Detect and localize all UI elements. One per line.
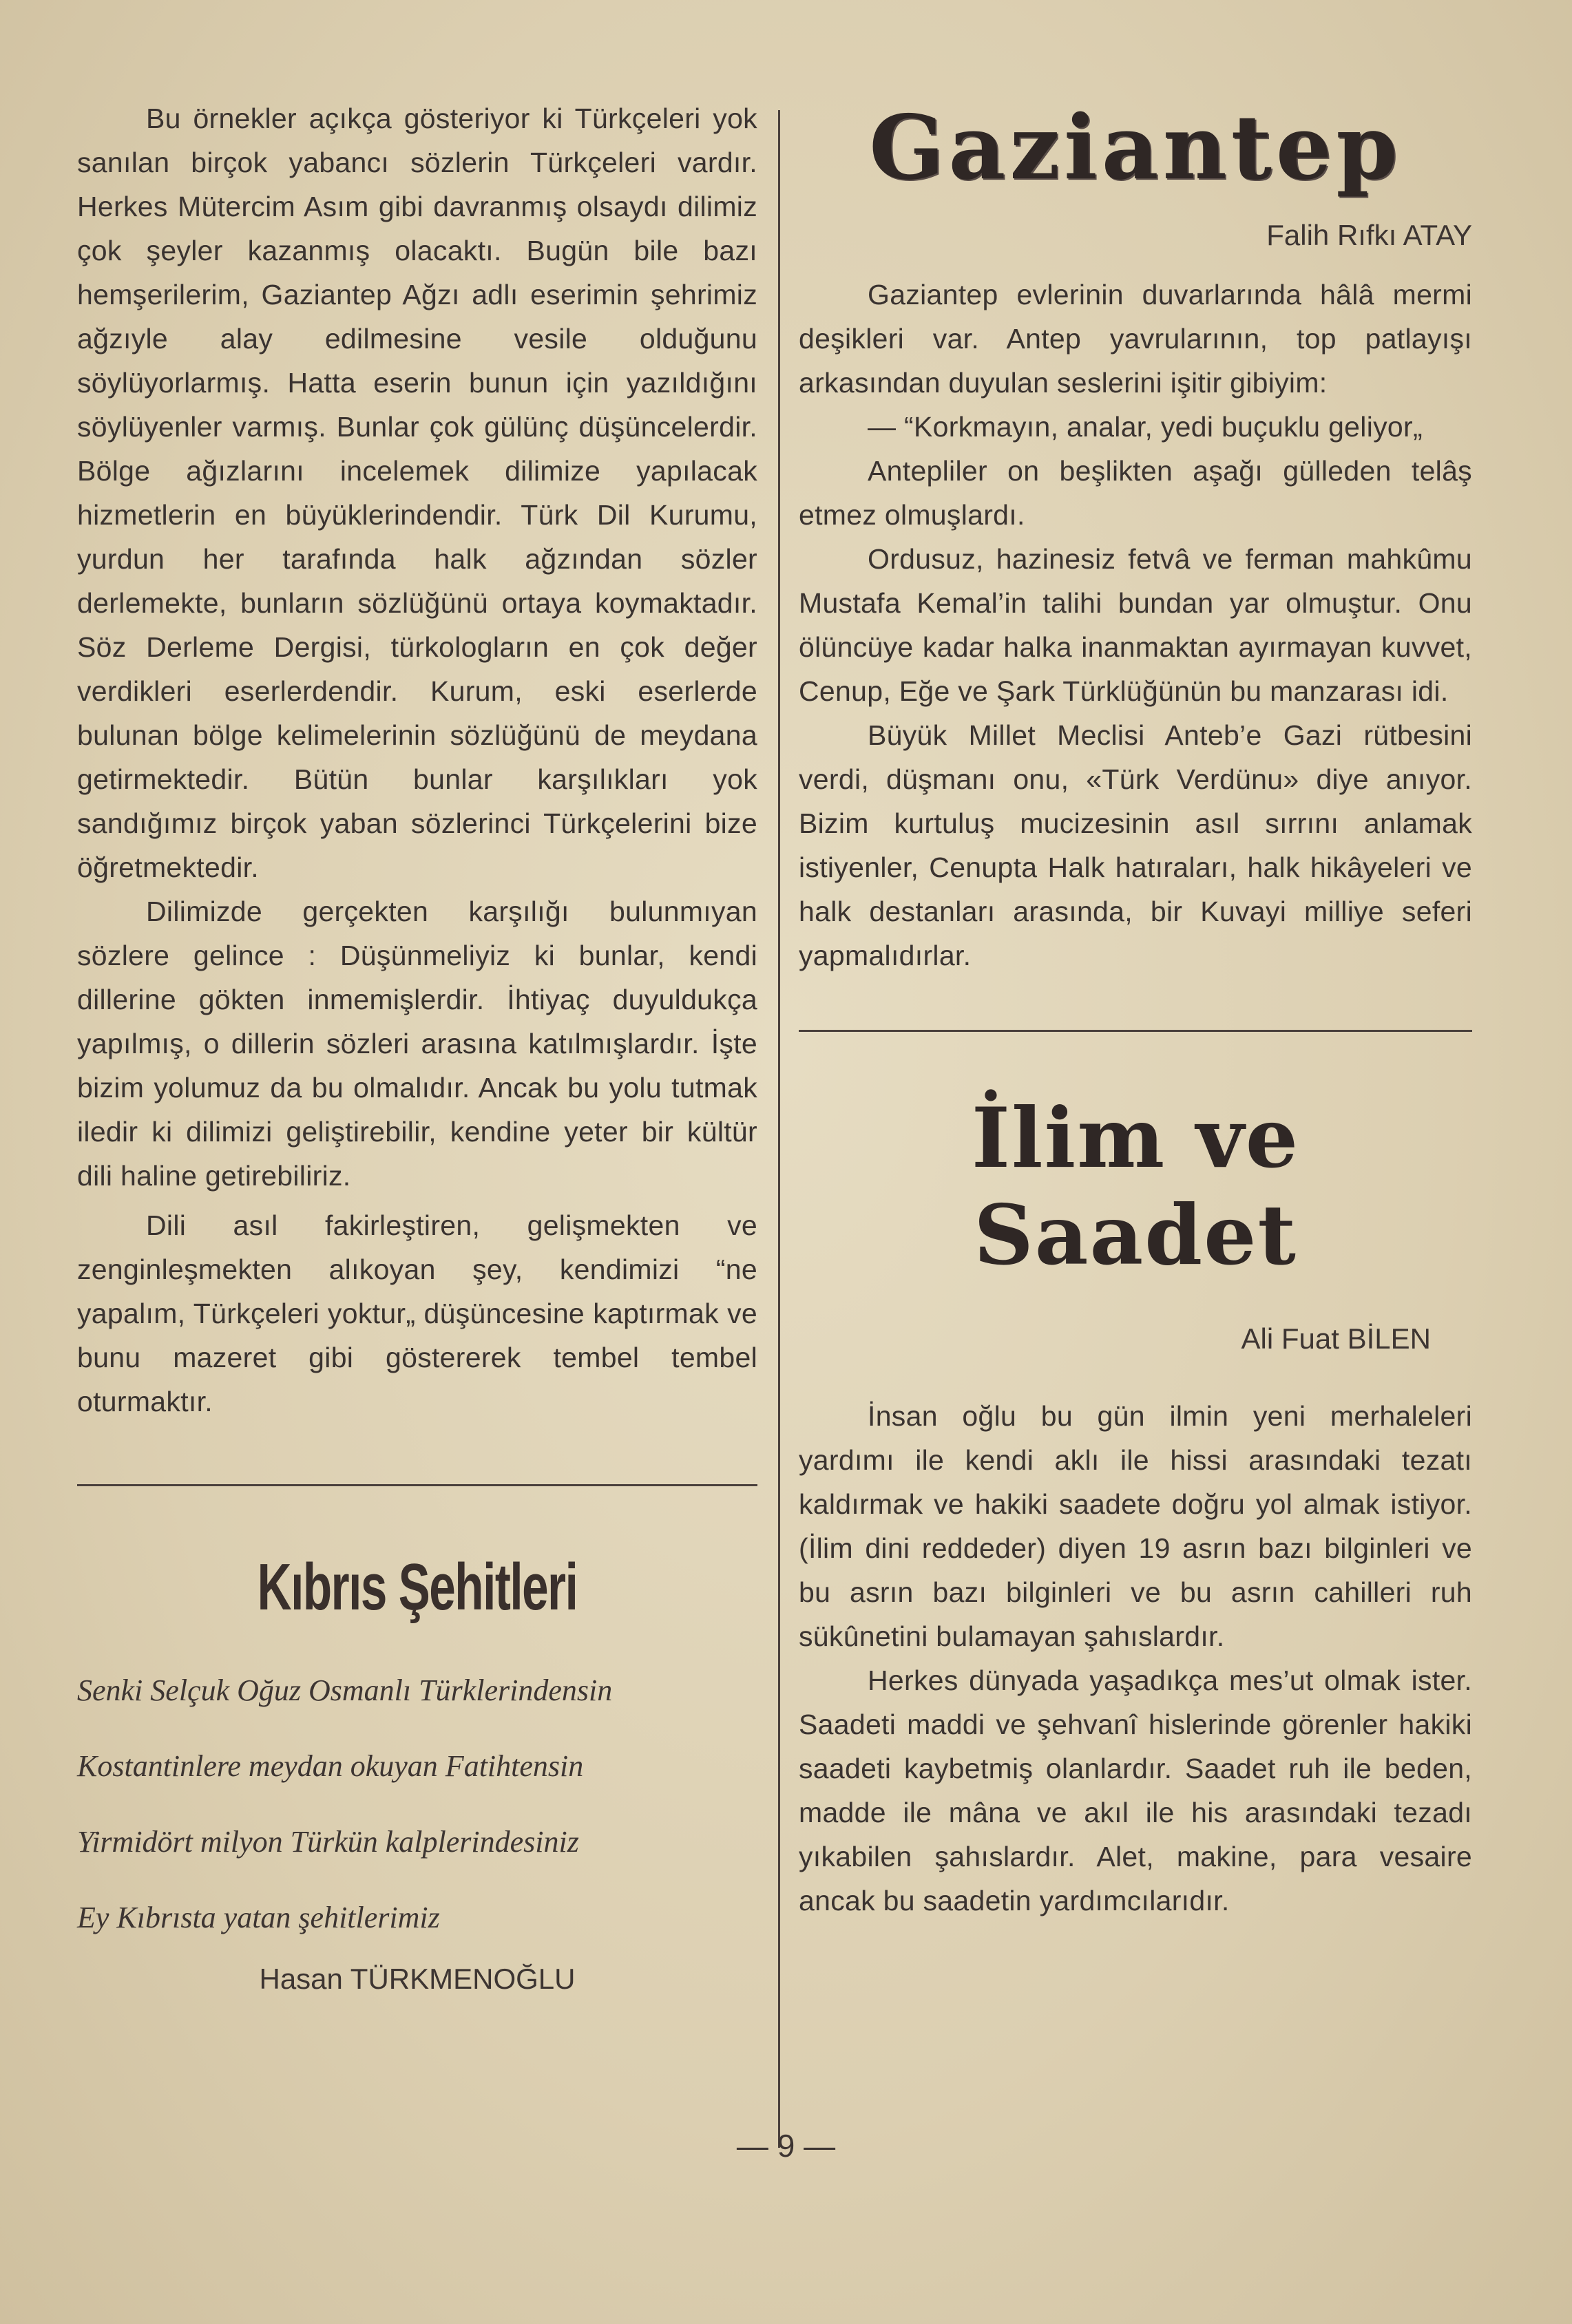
kibris-poem <box>77 1653 757 1956</box>
gaziantep-paragraph-3: Antepliler on beşlikten aşağı gülleden telâş etmez olmuşlardı. <box>799 455 1472 531</box>
gaziantep-title: Gaziantep <box>869 96 1402 200</box>
ilim-section <box>799 1090 1472 1923</box>
poem-line-4: Ey Kıbrısta yatan şehitlerimiz <box>77 1901 440 1934</box>
kibris-title: Kıbrıs Şehitleri <box>257 1550 578 1624</box>
kibris-author: Hasan TÜRKMENOĞLU <box>259 1963 576 1995</box>
gaziantep-paragraph-2: — “Korkmayın, analar, yedi buçuklu geliyor„ <box>868 411 1423 443</box>
poem-line-1: Senki Selçuk Oğuz Osmanlı Türklerindensin <box>77 1673 613 1707</box>
ilim-paragraph-1: İnsan oğlu bu gün ilmin yeni merhaleleri yardımı ile kendi aklı ile hissi arasındaki tezatı kaldırmak ve hakiki saadete doğru yol almak istiyor. (İlim dini reddeder) diyen 19 asrın bazı bilginleri ve bu asrın bazı bilginleri ve bu asrın cahilleri ruh sükûnetini bulamayan şahıslardır. <box>799 1400 1472 1652</box>
gaziantep-paragraph-5: Büyük Millet Meclisi Anteb’e Gazi rütbesini verdi, düşmanı onu, «Türk Verdünu» diye anıyor. Bizim kurtuluş mucizesinin asıl sırrını anlamak istiyenler, Cenupta Halk hatıraları, halk hikâyeleri ve halk destanları arasında, bir Kuvayi milliye seferi yapmalıdırlar. <box>799 719 1472 971</box>
left-column <box>77 96 757 1996</box>
poem-line-2: Kostantinlere meydan okuyan Fatihtensin <box>77 1749 584 1783</box>
gaziantep-paragraph-1: Gaziantep evlerinin duvarlarında hâlâ mermi deşikleri var. Antep yavrularının, top patlayışı arkasından duyulan seslerini işitir gibiyim: <box>799 279 1472 399</box>
gaziantep-section <box>799 96 1472 978</box>
left-paragraph-2: Dilimizde gerçekten karşılığı bulunmıyan sözlere gelince : Düşünmeliyiz ki bunlar, kendi dillerine gökten inmemişlerdir. İhtiyaç duyuldukça yapılmış, o dillerin sözleri arasına katılmışlardır. İşte bizim yolumuz da bu olmalıdır. Ancak bu yolu tutmak iledir ki dilimizi geliştirebilir, kendine yeter bir kültür dili haline getirebiliriz. <box>77 896 757 1192</box>
column-divider <box>778 110 780 2148</box>
ilim-title: İlim ve Saadet <box>971 1090 1300 1284</box>
gaziantep-paragraph-4: Ordusuz, hazinesiz fetvâ ve ferman mahkûmu Mustafa Kemal’in talihi bundan yar olmuştur. Onu ölüncüye kadar halka inanmaktan ayırmayan kuvvet, Cenup, Eğe ve Şark Türklüğünün bu manzarası idi. <box>799 543 1472 707</box>
page-number: — 9 — <box>736 2128 836 2164</box>
section-rule <box>77 1484 757 1486</box>
ilim-author: Ali Fuat BİLEN <box>1241 1322 1431 1355</box>
section-rule-right <box>799 1030 1472 1032</box>
poem-line-3: Yirmidört milyon Türkün kalplerindesiniz <box>77 1825 579 1859</box>
left-paragraph-1: Bu örnekler açıkça gösteriyor ki Türkçeleri yok sanılan birçok yabancı sözlerin Türkçeleri vardır. Herkes Mütercim Asım gibi davranmış olsaydı dilimiz çok şeyler kazanmış olacaktı. Bugün bile bazı hemşerilerim, Gaziantep Ağzı adlı eserimin şehrimiz ağzıyle alay edilmesine vesile olduğunu söylüyorlarmış. Hatta eserin bunun için yazıldığını söylüyenler varmış. Bunlar çok gülünç düşüncelerdir. Bölge ağızlarını incelemek dilimize yapılacak hizmetlerin en büyüklerindendir. Türk Dil Kurumu, yurdun her tarafında halk ağzından sözler derlemekte, bunların sözlüğünü ortaya koymaktadır. Söz Derleme Dergisi, türkologların en çok değer verdikleri eserlerdendir. Kurum, eski eserlerde bulunan bölge kelimelerinin sözlüğünü de meydana getirmektedir. Bütün bunlar karşılıkları yok sandığımız birçok yaban sözlerinci Türkçelerini bize öğretmektedir. <box>77 103 757 883</box>
ilim-paragraph-2: Herkes dünyada yaşadıkça mes’ut olmak ister. Saadeti maddi ve şehvanî hislerinde görenler hakiki saadeti kaybetmiş olanlardır. Saadet ruh ile beden, madde ile mâna ve akıl ile his arasındaki tezadı yıkabilen şahıslardır. Alet, makine, para vesaire ancak bu saadetin yardımcılarıdır. <box>799 1665 1472 1916</box>
left-paragraph-3: Dili asıl fakirleştiren, gelişmekten ve zenginleşmekten alıkoyan şey, kendimizi “ne yapalım, Türkçeleri yoktur„ düşüncesine kaptırmak ve bunu mazeret gibi göstererek tembel tembel oturmaktır. <box>77 1209 757 1417</box>
gaziantep-author: Falih Rıfkı ATAY <box>1266 219 1472 251</box>
kibris-section <box>77 1550 757 1996</box>
right-column <box>799 96 1472 1923</box>
